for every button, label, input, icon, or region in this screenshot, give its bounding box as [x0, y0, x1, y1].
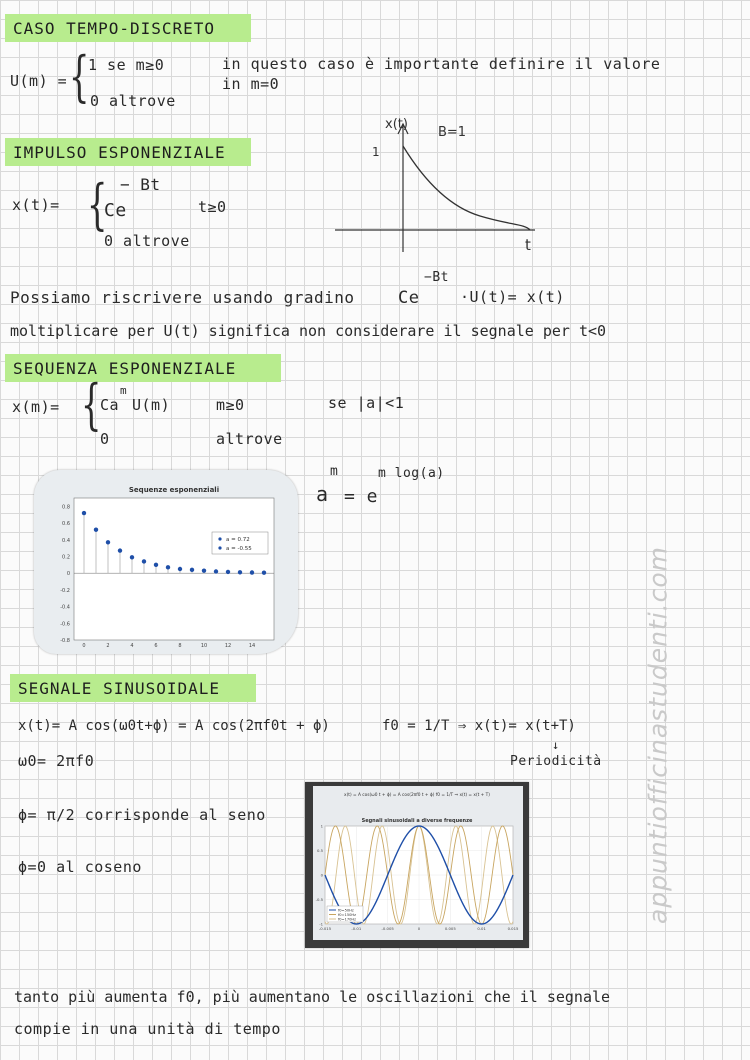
rewrite-formula-base: Ce	[398, 288, 420, 308]
data-point	[142, 559, 146, 563]
conclusion-line-2: compie in una unità di tempo	[14, 1020, 281, 1038]
y-tick-label: 0.4	[62, 537, 70, 544]
sinusoid-chart-photo	[305, 782, 529, 948]
x-tick-label: 14	[248, 643, 256, 649]
impulse-case-two: 0 altrove	[104, 232, 190, 250]
legend-label-2: f0=150Hz	[338, 913, 357, 917]
y-tick-label: 0	[66, 571, 70, 578]
section-title-discrete	[5, 14, 251, 42]
brace: {	[68, 45, 90, 108]
graph-y1: 1	[372, 145, 380, 159]
x-tick-label: -0.015	[318, 926, 332, 931]
rewrite-line-2: moltiplicare per U(t) significa non considerare il segnale per t<0	[10, 322, 607, 340]
y-tick-label: -0.6	[60, 621, 70, 628]
y-tick-label: -0.2	[60, 587, 70, 594]
sequence-lhs: x(m)=	[12, 398, 60, 416]
decay-curve	[403, 146, 530, 230]
sequence-case-two: 0	[100, 430, 110, 448]
data-point	[154, 563, 158, 567]
sequence-case-one: Ca	[100, 396, 120, 414]
data-point	[178, 567, 182, 571]
x-tick-label: 4	[130, 643, 134, 649]
graph-xlabel: t	[525, 236, 531, 254]
impulse-condition: t≥0	[198, 198, 227, 216]
sequence-case-one-tail: U(m)	[132, 396, 171, 414]
sinusoid-period-equation: f0 = 1/T ⇒ x(t)= x(t+T)	[382, 718, 576, 734]
section-title-text: SEGNALE SINUSOIDALE	[18, 678, 221, 698]
impulse-lhs: x(t)=	[12, 196, 60, 214]
sinusoid-chart	[305, 782, 529, 948]
section-title-sinusoid	[10, 674, 256, 702]
y-tick-label: 0.6	[62, 521, 70, 528]
chart-header-formula: x(t) = A cos(ω0 t + ϕ) = A cos(2πf0 t + ϕ) f0 = 1/T ⇒ x(t) = x(t + T)	[344, 793, 490, 798]
section-title-text: SEQUENZA ESPONENZIALE	[13, 358, 237, 378]
identity-exp: m	[330, 464, 339, 479]
y-tick-label: 0.8	[62, 504, 70, 511]
sinusoid-equation: x(t)= A cos(ω0t+ϕ) = A cos(2πf0t + ϕ)	[18, 718, 330, 734]
watermark-text: appuntiofficinastudenti.com	[643, 545, 673, 925]
graph-param: B=1	[438, 125, 467, 140]
phi-cosine: ϕ=0 al coseno	[18, 858, 142, 876]
case-one: 1 se m≥0	[88, 56, 165, 74]
data-point	[238, 570, 242, 574]
note-line-1: in questo caso è importante definire il valore	[222, 55, 661, 73]
data-point	[262, 570, 266, 574]
data-point	[106, 540, 110, 544]
x-tick-label: 0.01	[477, 926, 486, 931]
x-tick-label: 0	[82, 643, 86, 649]
section-title-impulse	[5, 138, 251, 166]
y-tick-label: -0.4	[60, 604, 70, 611]
x-tick-label: 0.015	[507, 926, 519, 931]
plot-area	[74, 498, 274, 640]
sequence-condition: m≥0	[216, 396, 245, 414]
x-tick-label: 0.005	[444, 926, 456, 931]
legend-label-2: a = -0.55	[226, 546, 252, 552]
chart-title: Sequenze esponenziali	[128, 486, 220, 494]
y-tick-label: -0.8	[60, 638, 70, 644]
omega-definition: ω0= 2πf0	[18, 752, 95, 770]
y-tick-label: 1	[320, 823, 323, 829]
data-point	[166, 565, 170, 569]
sequence-case-two-note: altrove	[216, 430, 283, 448]
data-point	[202, 568, 206, 572]
identity-eq: = e	[344, 486, 379, 507]
sequence-chart	[34, 470, 298, 654]
rewrite-line-1: Possiamo riscrivere usando gradino	[10, 288, 355, 307]
data-point	[250, 570, 254, 574]
x-tick-label: 2	[106, 643, 110, 649]
legend	[212, 532, 268, 554]
data-point	[190, 568, 194, 572]
brace: {	[86, 173, 108, 236]
y-tick-label: 0	[320, 872, 323, 878]
periodic-label: Periodicità	[510, 754, 602, 769]
legend-marker-1	[218, 537, 221, 540]
identity-base: a	[316, 482, 329, 506]
y-tick-label: 0.2	[62, 554, 70, 561]
legend-label-3: f0=170Hz	[338, 917, 357, 922]
sequence-condition-2: se |a|<1	[328, 394, 405, 412]
data-point	[130, 555, 134, 559]
x-tick-label: -0.01	[351, 926, 362, 931]
legend-label-1: f0=50Hz	[338, 908, 354, 913]
sequence-case-one-exp: m	[120, 384, 128, 397]
data-point	[94, 528, 98, 532]
chart-title: Segnali sinusoidali a diverse frequenze	[361, 818, 473, 824]
section-title-text: CASO TEMPO-DISCRETO	[13, 18, 216, 38]
rewrite-formula-tail: ·U(t)= x(t)	[460, 288, 565, 306]
identity-exp2: m log(a)	[378, 466, 445, 481]
data-point	[118, 548, 122, 552]
phi-sine: ϕ= π/2 corrisponde al seno	[18, 806, 266, 824]
y-tick-label: 0.5	[316, 848, 323, 853]
data-point	[214, 569, 218, 573]
note-line-2: in m=0	[222, 75, 280, 93]
case-two: 0 altrove	[90, 92, 176, 110]
periodic-arrow: ↓	[552, 738, 560, 752]
x-tick-label: 6	[154, 643, 158, 649]
legend-label-1: a = 0.72	[226, 537, 250, 543]
x-tick-label: 0	[417, 926, 421, 931]
unit-step-lhs: U(m) =	[10, 72, 68, 90]
rewrite-formula-exp: −Bt	[424, 270, 449, 285]
data-point	[226, 570, 230, 574]
conclusion-line-1: tanto più aumenta f0, più aumentano le oscillazioni che il segnale	[14, 988, 611, 1006]
impulse-case-one: Ce	[104, 200, 127, 221]
section-title-text: IMPULSO ESPONENZIALE	[13, 142, 226, 162]
sequence-chart-photo	[34, 470, 298, 654]
legend	[327, 906, 363, 922]
x-tick-label: -0.005	[381, 926, 394, 931]
x-tick-label: 12	[224, 643, 232, 649]
section-title-sequence	[5, 354, 281, 382]
graph-ylabel: x(t)	[385, 117, 408, 132]
impulse-sketch-graph	[330, 112, 550, 257]
impulse-exponent: − Bt	[120, 175, 161, 194]
y-tick-label: -0.5	[315, 897, 323, 902]
data-point	[82, 511, 86, 515]
legend-marker-2	[218, 546, 221, 549]
x-tick-label: 10	[200, 643, 208, 649]
y-tick-label: -1	[319, 921, 323, 927]
brace: {	[80, 373, 102, 436]
x-tick-label: 8	[178, 643, 182, 649]
